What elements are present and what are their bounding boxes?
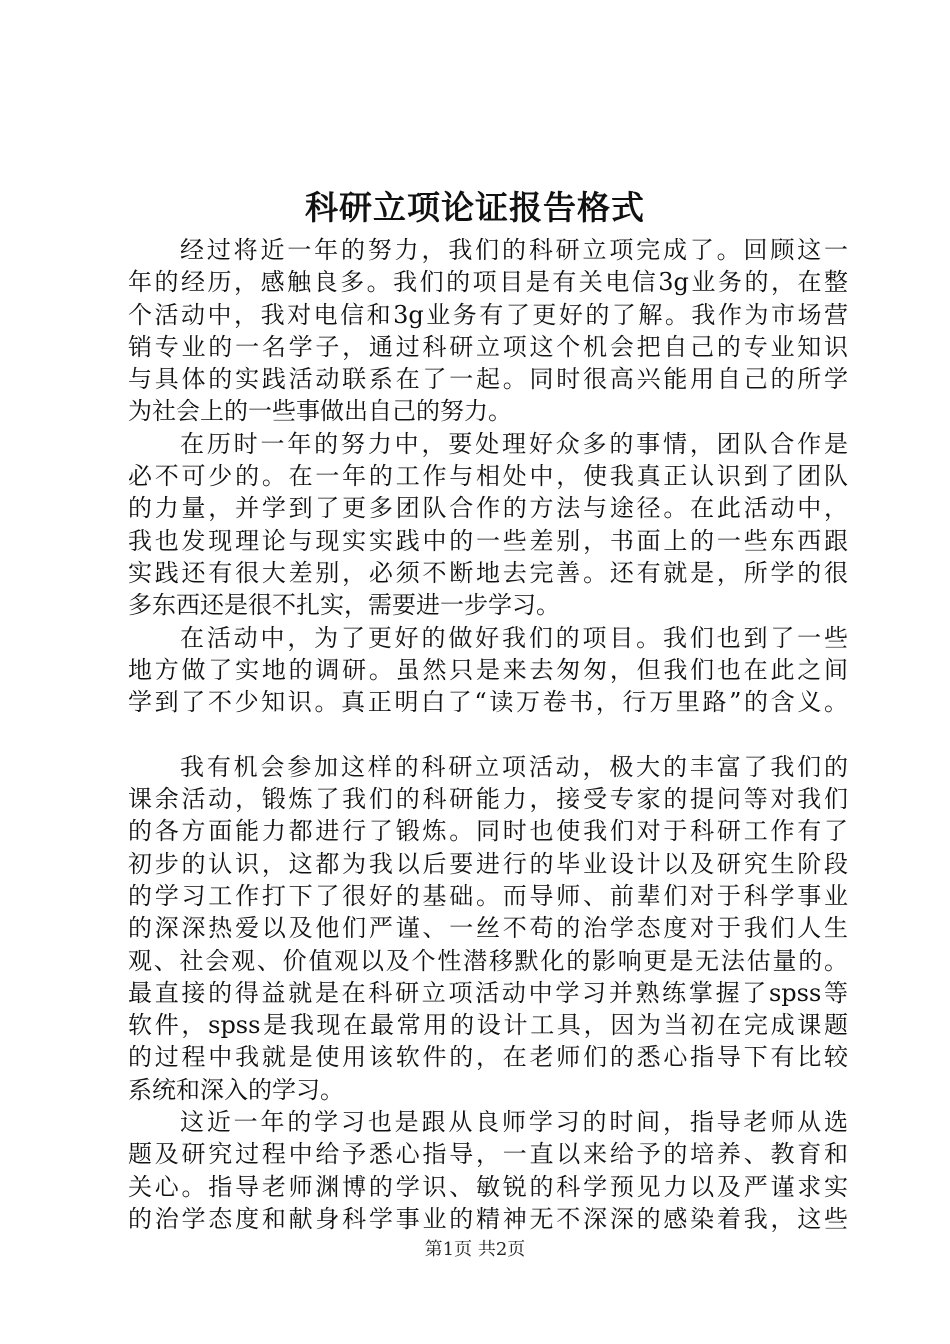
text-line: 软件，spss是我现在最常用的设计工具，因为当初在完成课题 <box>128 1011 848 1040</box>
text-line: 课余活动，锻炼了我们的科研能力，接受专家的提问等对我们 <box>128 785 848 814</box>
text-line: 这近一年的学习也是跟从良师学习的时间，指导老师从选 <box>180 1108 848 1137</box>
text-line: 我有机会参加这样的科研立项活动，极大的丰富了我们的 <box>180 752 848 781</box>
text-line: 的治学态度和献身科学事业的精神无不深深的感染着我，这些 <box>128 1204 848 1233</box>
text-line: 年的经历，感触良多。我们的项目是有关电信3g业务的，在整 <box>128 268 848 297</box>
document-body <box>128 234 848 1235</box>
text-line: 与具体的实践活动联系在了一起。同时很高兴能用自己的所学 <box>128 365 848 394</box>
document-title: 科研立项论证报告格式 <box>305 188 645 227</box>
text-line: 个活动中，我对电信和3g业务有了更好的了解。我作为市场营 <box>128 300 848 329</box>
text-line: 关心。指导老师渊博的学识、敏锐的科学预见力以及严谨求实 <box>128 1172 848 1201</box>
text-line: 题及研究过程中给予悉心指导，一直以来给予的培养、教育和 <box>128 1140 848 1169</box>
text-line: 初步的认识，这都为我以后要进行的毕业设计以及研究生阶段 <box>128 849 848 878</box>
text-line: 在活动中，为了更好的做好我们的项目。我们也到了一些 <box>180 623 848 652</box>
text-line: 的深深热爱以及他们严谨、一丝不苟的治学态度对于我们人生 <box>128 914 848 943</box>
text-line: 经过将近一年的努力，我们的科研立项完成了。回顾这一 <box>180 236 848 264</box>
text-line: 观、社会观、价值观以及个性潜移默化的影响更是无法估量的。 <box>128 946 848 975</box>
text-line: 最直接的得益就是在科研立项活动中学习并熟练掌握了spss等 <box>128 978 848 1007</box>
text-line: 在历时一年的努力中，要处理好众多的事情，团队合作是 <box>180 429 848 458</box>
text-line: 实践还有很大差别，必须不断地去完善。还有就是，所学的很 <box>128 558 848 587</box>
text-line: 的学习工作打下了很好的基础。而导师、前辈们对于科学事业 <box>128 881 848 910</box>
text-line: 必不可少的。在一年的工作与相处中，使我真正认识到了团队 <box>128 462 848 491</box>
text-line: 系统和深入的学习。 <box>128 1075 344 1104</box>
text-line: 销专业的一名学子，通过科研立项这个机会把自己的专业知识 <box>128 332 848 361</box>
text-line: 的力量，并学到了更多团队合作的方法与途径。在此活动中， <box>128 494 848 523</box>
text-line: 的各方面能力都进行了锻炼。同时也使我们对于科研工作有了 <box>128 817 848 846</box>
text-line: 多东西还是很不扎实，需要进一步学习。 <box>128 591 560 620</box>
text-line: 为社会上的一些事做出自己的努力。 <box>128 397 512 426</box>
text-line: 我也发现理论与现实实践中的一些差别，书面上的一些东西跟 <box>128 526 848 555</box>
text-line: 学到了不少知识。真正明白了“读万卷书，行万里路”的含义。 <box>128 688 848 717</box>
blank-line <box>128 718 848 750</box>
text-line: 地方做了实地的调研。虽然只是来去匆匆，但我们也在此之间 <box>128 655 848 684</box>
page-footer: 第1页 共2页 <box>424 1239 526 1260</box>
text-line: 的过程中我就是使用该软件的，在老师们的悉心指导下有比较 <box>128 1043 848 1072</box>
